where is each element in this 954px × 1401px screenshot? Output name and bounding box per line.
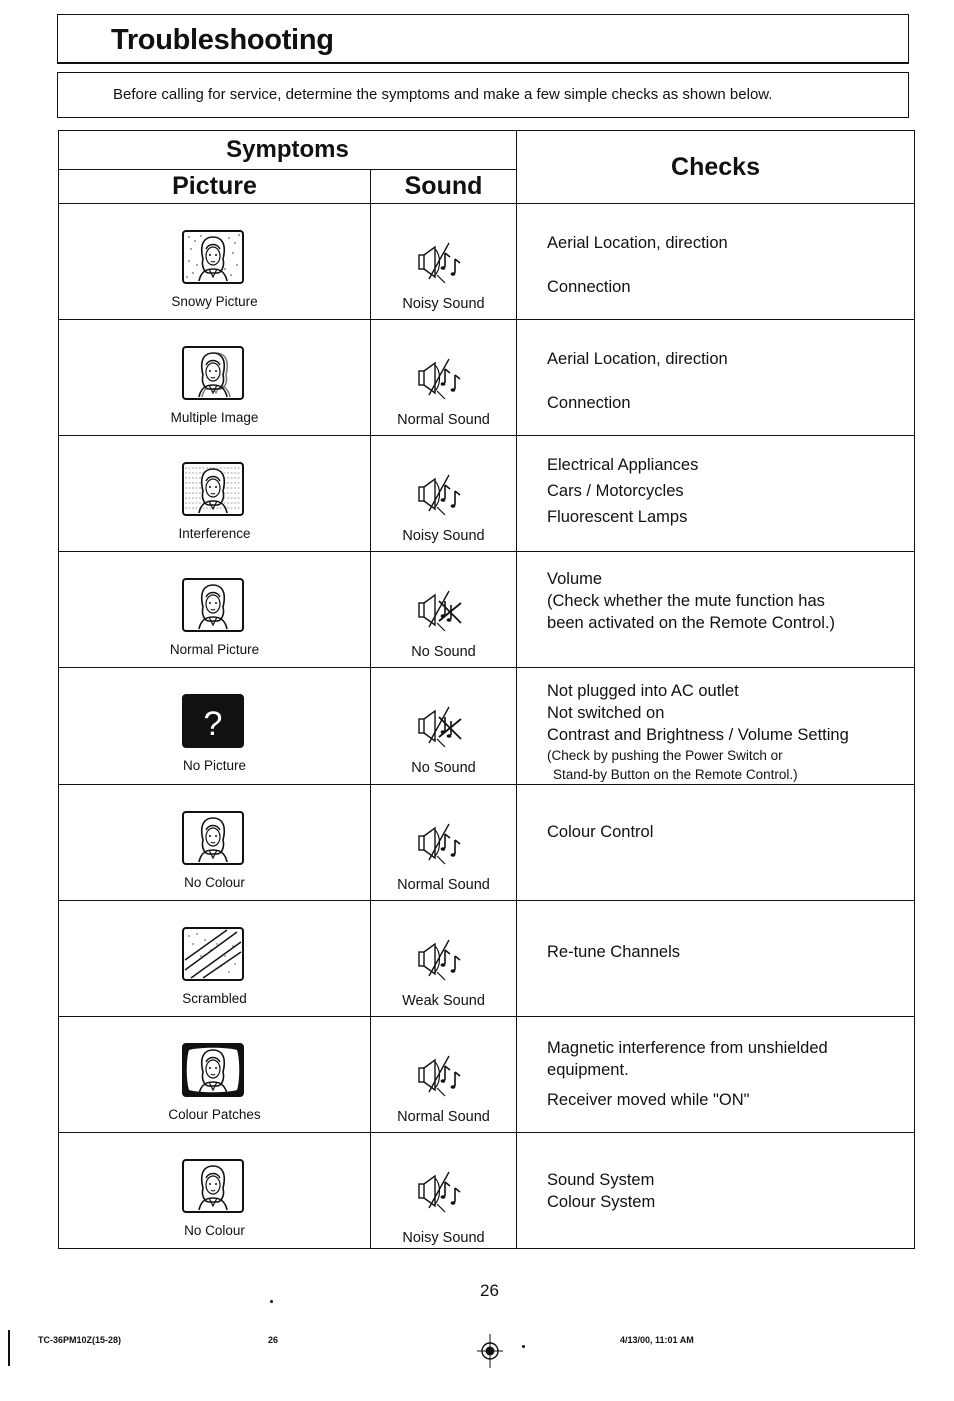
checks-cell — [517, 1133, 914, 1213]
check-item: Aerial Location, direction — [547, 350, 728, 368]
no-colour-icon — [181, 810, 245, 866]
check-item: Electrical Appliances — [547, 456, 699, 474]
table-row — [59, 1133, 915, 1249]
picture-symptom-label: Normal Picture — [169, 642, 260, 657]
sound-symptom-label: Noisy Sound — [402, 296, 485, 312]
checks-header: Checks — [517, 131, 915, 204]
sound-symptom-label: Normal Sound — [397, 877, 490, 893]
normal-picture-icon — [181, 577, 245, 633]
table-row — [59, 901, 915, 1017]
check-item: Volume — [547, 570, 603, 588]
sound-header: Sound — [371, 170, 517, 204]
sound-symptom-label: No Sound — [411, 644, 476, 660]
picture-header: Picture — [59, 170, 371, 204]
multiple-image-icon — [181, 345, 245, 401]
check-item: Colour System — [547, 1193, 656, 1211]
checks-cell — [517, 785, 914, 843]
question-mark-glyph: ? — [203, 705, 223, 743]
checks-cell — [517, 668, 914, 784]
sound-symptom-label: Weak Sound — [402, 993, 485, 1009]
check-item: Contrast and Brightness / Volume Setting — [547, 726, 849, 744]
checks-cell — [517, 204, 914, 298]
speaker-music-icon — [415, 820, 465, 866]
interference-icon — [181, 461, 245, 517]
left-margin-rule — [8, 1330, 10, 1366]
footer-datetime: 4/13/00, 11:01 AM — [620, 1335, 694, 1345]
picture-symptom-label: Colour Patches — [168, 1107, 261, 1122]
title-box — [57, 14, 909, 64]
check-item: Sound System — [547, 1171, 655, 1189]
picture-symptom-label: Multiple Image — [170, 410, 259, 425]
colour-patches-icon — [181, 1042, 245, 1098]
footer-sheet-number: 26 — [268, 1335, 279, 1345]
stray-dot — [270, 1300, 273, 1303]
table-row — [59, 436, 915, 552]
table-row — [59, 785, 915, 901]
check-item: Fluorescent Lamps — [547, 508, 688, 526]
table-row — [59, 204, 915, 320]
troubleshooting-table — [58, 130, 915, 1249]
table-row — [59, 1017, 915, 1133]
sound-symptom-label: Normal Sound — [397, 412, 490, 428]
check-note: (Check by pushing the Power Switch or — [547, 748, 783, 763]
table-row — [59, 668, 915, 785]
speaker-muted-icon — [415, 587, 465, 633]
check-item: Connection — [547, 394, 631, 412]
checks-cell — [517, 901, 914, 963]
scrambled-icon — [181, 926, 245, 982]
picture-symptom-label: Snowy Picture — [171, 294, 258, 309]
table-row — [59, 552, 915, 668]
speaker-muted-icon — [415, 703, 465, 749]
speaker-music-icon — [415, 1168, 465, 1214]
check-item: Magnetic interference from unshielded — [547, 1039, 828, 1057]
page-title: Troubleshooting — [111, 24, 334, 56]
sound-symptom-label: Noisy Sound — [402, 528, 485, 544]
speaker-music-icon — [415, 239, 465, 285]
checks-cell — [517, 436, 914, 530]
footer-code: TC-36PM10Z(15-28) — [38, 1335, 122, 1345]
check-item: Not plugged into AC outlet — [547, 682, 739, 700]
snowy-picture-icon — [181, 229, 245, 285]
picture-symptom-label: Interference — [178, 526, 251, 541]
check-item: Aerial Location, direction — [547, 234, 728, 252]
speaker-music-icon — [415, 355, 465, 401]
picture-symptom-label: No Colour — [184, 875, 245, 890]
no-colour-icon — [181, 1158, 245, 1214]
page-number: 26 — [480, 1281, 499, 1300]
sound-symptom-label: No Sound — [411, 760, 476, 776]
speaker-music-icon — [415, 936, 465, 982]
check-item: Cars / Motorcycles — [547, 482, 684, 500]
stray-dot — [522, 1345, 525, 1348]
check-note: Stand-by Button on the Remote Control.) — [553, 767, 798, 782]
checks-cell — [517, 552, 914, 634]
registration-mark-icon — [475, 1334, 505, 1368]
check-item: equipment. — [547, 1061, 629, 1079]
symptoms-header: Symptoms — [59, 131, 517, 170]
sound-symptom-label: Normal Sound — [397, 1109, 490, 1125]
speaker-music-icon — [415, 471, 465, 517]
check-item: (Check whether the mute function has — [547, 592, 825, 610]
checks-cell — [517, 1017, 914, 1111]
check-item: been activated on the Remote Control.) — [547, 614, 836, 632]
check-item: Re-tune Channels — [547, 943, 681, 961]
sound-symptom-label: Noisy Sound — [402, 1230, 485, 1246]
intro-box — [57, 72, 909, 118]
check-item: Receiver moved while "ON" — [547, 1091, 750, 1109]
picture-symptom-label: Scrambled — [182, 991, 247, 1006]
check-item: Colour Control — [547, 823, 654, 841]
check-item: Connection — [547, 278, 631, 296]
intro-text: Before calling for service, determine the symptoms and make a few simple checks as shown below. — [113, 86, 773, 103]
no-picture-icon — [181, 693, 245, 749]
picture-symptom-label: No Colour — [184, 1223, 245, 1238]
picture-symptom-label: No Picture — [182, 758, 247, 773]
check-item: Not switched on — [547, 704, 665, 722]
speaker-music-icon — [415, 1052, 465, 1098]
table-row — [59, 320, 915, 436]
checks-cell — [517, 320, 914, 414]
